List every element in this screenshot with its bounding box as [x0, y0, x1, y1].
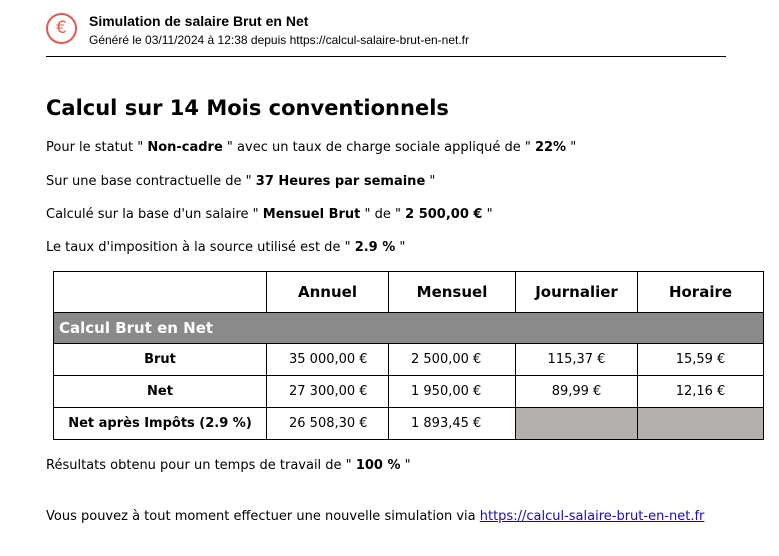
- resultats-suffix: ": [400, 458, 411, 473]
- table-cell: 12,16 €: [638, 376, 764, 408]
- table-cell: 1 950,00 €: [389, 376, 516, 408]
- table-cell: 2 500,00 €: [389, 344, 516, 376]
- footer-text: Vous pouvez à tout moment effectuer une nouvelle simulation via: [46, 509, 480, 524]
- column-header: Annuel: [267, 272, 389, 313]
- simulation-link[interactable]: https://calcul-salaire-brut-en-net.fr: [479, 509, 705, 524]
- row-label: Brut: [54, 344, 267, 376]
- salary-table: [53, 271, 764, 440]
- row-label: Net après Impôts (2.9 %): [54, 408, 267, 440]
- document-header: [46, 10, 726, 57]
- table-cell: 115,37 €: [516, 344, 638, 376]
- salaire-amount-value: 2 500,00 €: [405, 207, 483, 222]
- header-title: Simulation de salaire Brut en Net: [89, 13, 309, 29]
- charge-rate-value: 22%: [534, 140, 567, 155]
- column-header: Mensuel: [389, 272, 516, 313]
- taux-prefix: Le taux d'imposition à la source utilisé est de ": [46, 240, 355, 255]
- empty-grey-cell: [516, 408, 638, 440]
- taux-line: [46, 240, 405, 255]
- statut-line: [46, 140, 576, 155]
- table-cell: 35 000,00 €: [267, 344, 389, 376]
- resultats-line: [46, 458, 411, 473]
- empty-grey-cell: [638, 408, 764, 440]
- taux-value: 2.9 %: [354, 240, 396, 255]
- base-value: 37 Heures par semaine: [255, 174, 426, 189]
- page-title: Calcul sur 14 Mois conventionnels: [46, 96, 449, 120]
- row-label: Net: [54, 376, 267, 408]
- table-cell: 26 508,30 €: [267, 408, 389, 440]
- statut-value: Non-cadre: [147, 140, 223, 155]
- base-line: [46, 174, 435, 189]
- table-cell: 27 300,00 €: [267, 376, 389, 408]
- table-row: [54, 376, 764, 408]
- footer-line: [46, 509, 704, 524]
- table-cell: 15,59 €: [638, 344, 764, 376]
- salaire-type-value: Mensuel Brut: [262, 207, 361, 222]
- table-row: [54, 408, 764, 440]
- statut-prefix: Pour le statut ": [46, 140, 148, 155]
- euro-logo: [46, 13, 77, 44]
- statut-suffix: ": [566, 140, 577, 155]
- column-header: Journalier: [516, 272, 638, 313]
- table-cell: 89,99 €: [516, 376, 638, 408]
- resultats-prefix: Résultats obtenu pour un temps de travail de ": [46, 458, 356, 473]
- column-header: Horaire: [638, 272, 764, 313]
- statut-middle: " avec un taux de charge sociale appliqué de ": [222, 140, 535, 155]
- base-suffix: ": [425, 174, 436, 189]
- table-header-row: [54, 272, 764, 313]
- euro-icon: €: [56, 18, 67, 38]
- section-row: [54, 313, 764, 344]
- table-cell: 1 893,45 €: [389, 408, 516, 440]
- base-prefix: Sur une base contractuelle de ": [46, 174, 256, 189]
- header-subtitle: Généré le 03/11/2024 à 12:38 depuis https://calcul-salaire-brut-en-net.fr: [89, 33, 470, 47]
- salaire-middle: " de ": [360, 207, 406, 222]
- salaire-line: [46, 207, 493, 222]
- taux-suffix: ": [395, 240, 406, 255]
- salaire-suffix: ": [482, 207, 493, 222]
- salaire-prefix: Calculé sur la base d'un salaire ": [46, 207, 263, 222]
- table-header-empty: [54, 272, 267, 313]
- resultats-value: 100 %: [355, 458, 401, 473]
- table-row: [54, 344, 764, 376]
- section-title: Calcul Brut en Net: [54, 313, 764, 344]
